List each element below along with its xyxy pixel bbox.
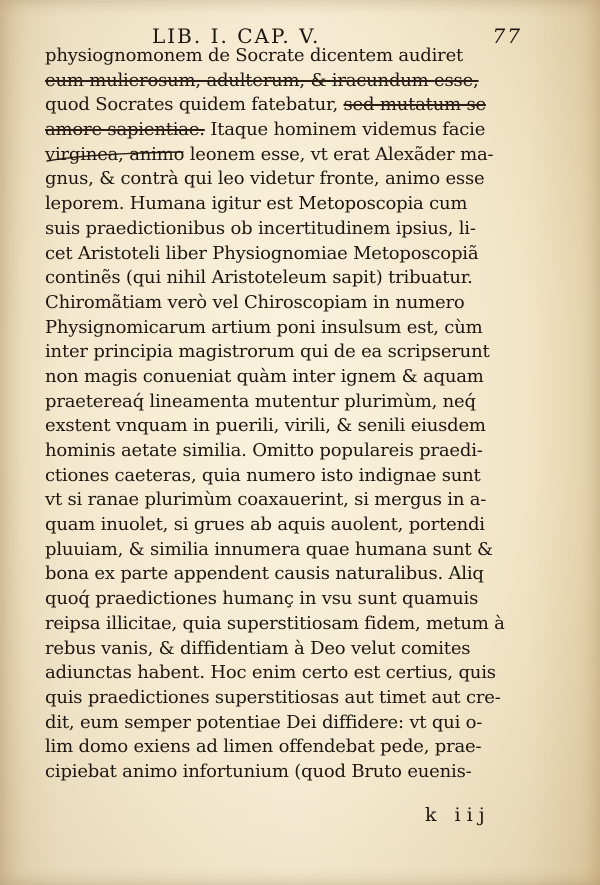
text-line — [45, 562, 545, 587]
text-line — [45, 538, 545, 563]
text-segment: quoq́ praedictiones humanç in vsu sunt quamuis — [45, 588, 479, 610]
text-line — [45, 711, 545, 736]
text-segment: rebus vanis, & diffidentiam à Deo velut comites — [45, 637, 471, 659]
text-line — [45, 439, 545, 464]
text-line — [45, 587, 545, 612]
text-line — [45, 612, 545, 637]
text-segment: Physignomicarum artium poni insulsum est, cùm — [45, 316, 483, 338]
text-line — [45, 44, 545, 69]
text-line — [45, 118, 545, 143]
text-segment: cipiebat animo infortunium (quod Bruto euenis- — [45, 760, 472, 782]
text-segment: ctiones caeteras, quia numero isto indignae sunt — [45, 464, 481, 486]
text-line — [45, 217, 545, 242]
text-segment: physiognomonem de Socrate dicentem audiret — [45, 45, 464, 66]
text-line — [45, 167, 545, 192]
chapter-heading: LIB. I. CAP. V. — [152, 24, 321, 48]
text-line — [45, 760, 545, 785]
text-line — [45, 686, 545, 711]
text-segment: reipsa illicitae, quia superstitiosam fidem, metum à — [45, 612, 505, 634]
text-segment: dit, eum semper potentiae Dei diffidere: vt qui o- — [45, 711, 483, 733]
text-line — [45, 488, 545, 513]
text-segment: bona ex parte appendent causis naturalibus. Aliq — [45, 563, 484, 585]
text-segment: cet Aristoteli liber Physiognomiae Metoposcopiã — [45, 242, 479, 264]
text-line — [45, 69, 545, 94]
text-segment: quis praedictiones superstitiosas aut timet aut cre- — [45, 686, 501, 708]
text-line — [45, 414, 545, 439]
text-segment: non magis conueniat quàm inter ignem & aquam — [45, 365, 484, 387]
text-line — [45, 637, 545, 662]
text-line — [45, 464, 545, 489]
text-segment: Chiromãtiam verò vel Chiroscopiam in numero — [45, 291, 465, 313]
text-line — [45, 735, 545, 760]
text-segment: praetereaq́ lineamenta mutentur plurimùm, neq́ — [45, 390, 476, 412]
struck-text: eum mulierosum, adulterum, & iracundum esse, — [45, 69, 479, 91]
text-segment: lim domo exiens ad limen offendebat pede, prae- — [45, 736, 482, 758]
text-segment: inter principia magistrorum qui de ea scripserunt — [45, 341, 490, 363]
text-line — [45, 291, 545, 316]
text-line — [45, 192, 545, 217]
text-line — [45, 661, 545, 686]
struck-text: amore sapientiae. — [45, 119, 205, 141]
struck-text: sed mutatum se — [343, 94, 486, 116]
text-segment: virginea, animo leonem esse, vt erat Alexãder ma- — [45, 143, 494, 165]
page-number: 77 — [492, 24, 522, 48]
text-line — [45, 316, 545, 341]
text-segment: pluuiam, & similia innumera quae humana sunt & — [45, 538, 493, 560]
text-line — [45, 365, 545, 390]
text-segment: continẽs (qui nihil Aristoteleum sapit) tribuatur. — [45, 267, 473, 289]
text-line — [45, 390, 545, 415]
text-segment: exstent vnquam in puerili, virili, & senili eiusdem — [45, 415, 486, 437]
text-segment: Itaque hominem videmus facie — [204, 119, 486, 141]
text-segment: quam inuolet, si grues ab aquis auolent, portendi — [45, 514, 485, 536]
signature-mark: k iij — [425, 804, 491, 826]
text-segment: quod Socrates quidem fatebatur, — [45, 94, 344, 116]
text-line — [45, 340, 545, 365]
main-text-block — [45, 44, 545, 785]
text-segment: suis praedictionibus ob incertitudinem ipsius, li- — [45, 217, 476, 239]
text-segment: vt si ranae plurimùm coaxauerint, si mergus in a- — [45, 489, 487, 511]
text-line — [45, 242, 545, 267]
text-line — [45, 93, 545, 118]
text-segment: hominis aetate similia. Omitto populareis praedi- — [45, 440, 483, 461]
text-segment: adiunctas habent. Hoc enim certo est certius, quis — [45, 662, 496, 684]
text-segment: gnus, & contrà qui leo videtur fronte, animo esse — [45, 168, 485, 190]
text-line — [45, 513, 545, 538]
text-line — [45, 143, 545, 168]
text-line — [45, 266, 545, 291]
text-segment: leporem. Humana igitur est Metoposcopia cum — [45, 193, 468, 215]
